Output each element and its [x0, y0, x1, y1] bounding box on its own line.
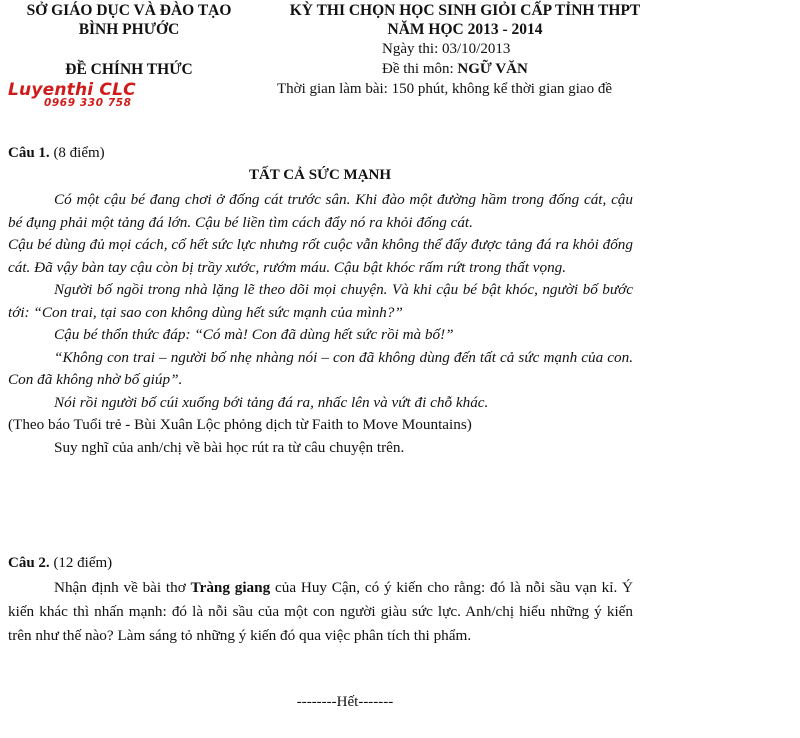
province-name: BÌNH PHƯỚC: [78, 21, 180, 38]
department-name: SỞ GIÁO DỤC VÀ ĐÀO TẠO: [26, 2, 232, 19]
question-1-label: Câu 1.: [8, 145, 50, 161]
story-paragraph: “Không con trai – người bố nhẹ nhàng nói – con đã không dùng đến tất cả sức mạnh của con. Con đã không nhờ bố giúp”.: [8, 348, 633, 388]
story-paragraph: Người bố ngồi trong nhà lặng lẽ theo dõi mọi chuyện. Và khi cậu bé bật khóc, người bố bước tới: “Con trai, tại sao con không dùng hết sức mạnh của mình?”: [8, 281, 633, 321]
question-1-heading: [8, 145, 105, 162]
luyenthi-logo: [8, 80, 183, 112]
logo-brand: Luyenthi CLC: [8, 80, 136, 100]
story-paragraph: Có một cậu bé đang chơi ở đống cát trước sân. Khi đào một đường hầm trong đống cát, cậu bé đụng phải một tảng đá lớn. Cậu bé liền tìm cách đẩy nó ra khỏi đống cát.: [8, 191, 633, 231]
poem-title: Tràng giang: [190, 579, 271, 596]
story-body: [8, 189, 633, 459]
story-paragraph: Nói rồi người bố cúi xuống bới tảng đá ra, nhấc lên và vứt đi chỗ khác.: [54, 393, 489, 411]
story-paragraph: Cậu bé thổn thức đáp: “Có mà! Con đã dùng hết sức rồi mà bố!”: [54, 326, 454, 343]
question-2-label: Câu 2.: [8, 555, 50, 571]
exam-subject-label: Đề thi môn:: [382, 61, 458, 77]
exam-subject-value: NGỮ VĂN: [457, 61, 528, 77]
story-paragraph: Cậu bé dùng đủ mọi cách, cố hết sức lực nhưng rốt cuộc vẫn không thể đẩy được tảng đá ra khỏi đống cát. Đã vậy bàn tay cậu còn bị trầy xước, rướm máu. Cậu bật khóc rấm rứt trong thất vọng.: [8, 236, 633, 276]
question-2-body: [8, 576, 633, 648]
end-mark: --------Hết-------: [296, 694, 394, 710]
exam-date-label: Ngày thi:: [382, 41, 442, 57]
question-2-points: (12 điểm): [49, 555, 113, 571]
question-2-heading: [8, 555, 112, 572]
question-2-text-after: của Huy Cận, có ý kiến cho rằng: đó là nỗi sầu vạn kỉ. Ý kiến khác thì nhấn mạnh: đó là nỗi sầu của một con người giàu sức lực. Anh/chị hiểu những ý kiến trên như thế nào? Làm sáng tỏ những ý kiến đó qua việc phân tích thi phẩm.: [8, 579, 634, 644]
exam-subject: [382, 61, 528, 78]
question-1-prompt: Suy nghĩ của anh/chị về bài học rút ra từ câu chuyện trên.: [54, 438, 405, 456]
logo-phone: 0969 330 758: [44, 97, 132, 109]
official-label: ĐỀ CHÍNH THỨC: [65, 61, 193, 78]
exam-title: KỲ THI CHỌN HỌC SINH GIỎI CẤP TỈNH THPT: [289, 2, 641, 19]
exam-duration: Thời gian làm bài: 150 phút, không kể thời gian giao đề: [277, 81, 612, 97]
question-2-text-before: Nhận định về bài thơ: [54, 579, 191, 596]
exam-date: [382, 41, 510, 58]
question-1-points: (8 điểm): [49, 145, 105, 161]
exam-date-value: 03/10/2013: [442, 41, 511, 57]
story-title: TẤT CẢ SỨC MẠNH: [248, 167, 392, 183]
story-source: (Theo báo Tuổi trẻ - Bùi Xuân Lộc phỏng dịch từ Faith to Move Mountains): [8, 416, 472, 433]
school-year: NĂM HỌC 2013 - 2014: [387, 21, 543, 38]
